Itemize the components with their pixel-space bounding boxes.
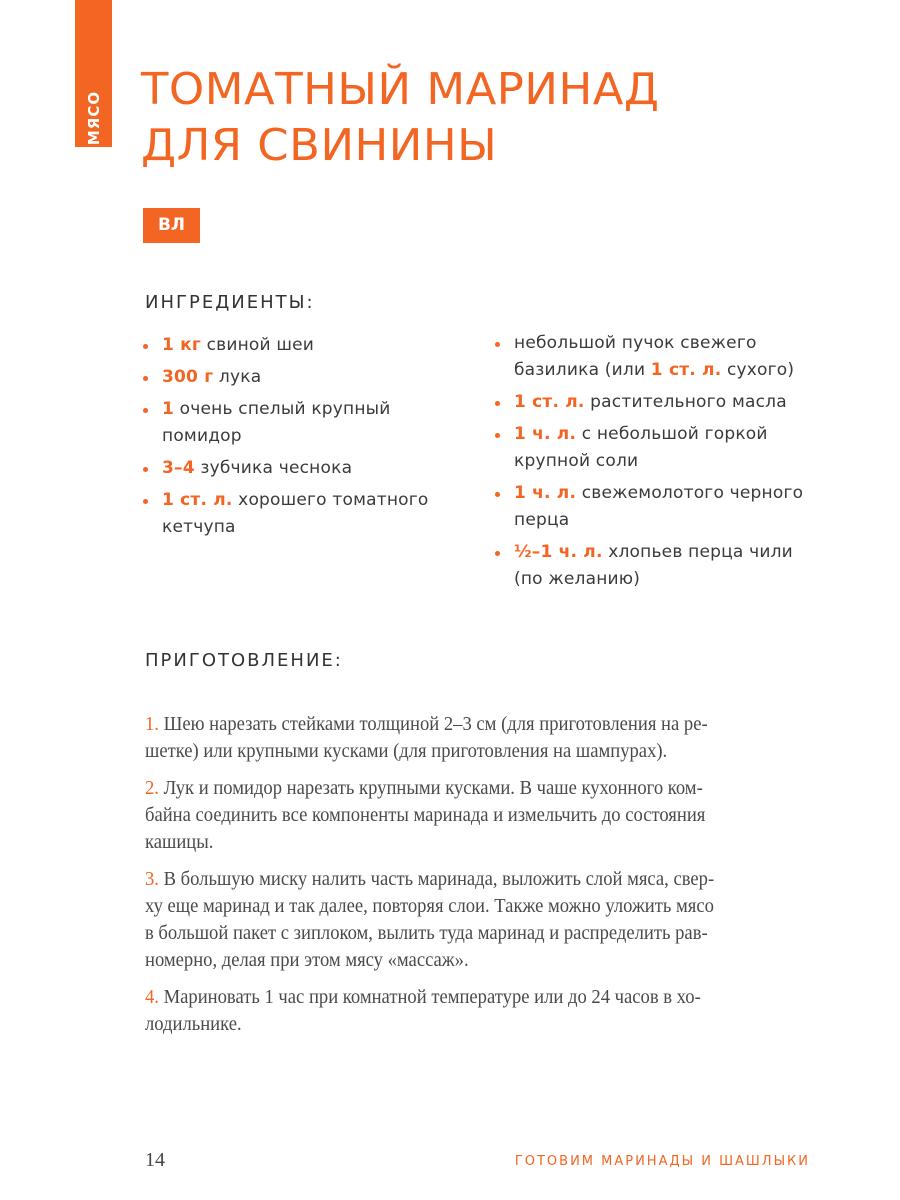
bullet-icon [143,376,148,381]
preparation-step [145,984,815,1038]
bullet-icon [495,492,500,497]
ingredient-quantity: 1 кг [162,335,201,355]
ingredient-line: перца [514,510,570,530]
ingredient-text: лука [213,367,262,387]
ingredient-line [514,539,812,566]
step-text: Лук и помидор нарезать крупными кусками. В чаше кухонного ком- [158,777,703,799]
ingredient-line [514,389,812,416]
bullet-icon [495,433,500,438]
ingredient-text: очень спелый крупный [174,399,391,419]
ingredient-line: небольшой пучок свежего [514,333,757,353]
preparation-heading: ПРИГОТОВЛЕНИЕ: [145,650,343,671]
recipe-title-line: ДЛЯ СВИНИНЫ [141,120,498,171]
ingredient-text: свиной шеи [200,335,315,355]
ingredient-item [140,396,460,450]
page-number: 14 [145,1149,165,1171]
preparation-step [145,711,815,765]
bullet-icon [143,499,148,504]
diet-badge: ВЛ [143,208,200,243]
step-line: ху еще маринад и так далее, повторяя слои. Также можно уложить мясо [145,895,714,917]
ingredient-line [162,396,460,423]
step-line: шетке) или крупными кусками (для приготовления на шампурах). [145,740,668,762]
preparation-step [145,866,815,974]
step-number: 2. [145,777,159,799]
ingredient-line [162,332,460,359]
step-text: В большую миску налить часть маринада, выложить слой мяса, свер- [158,868,715,890]
bullet-icon [495,401,500,406]
ingredient-item [492,330,812,384]
step-line: в большой пакет с зиплоком, вылить туда маринад и распределить рав- [145,922,708,944]
ingredient-text: растительного масла [584,392,787,412]
ingredient-item [492,389,812,416]
step-number: 3. [145,868,159,890]
ingredient-quantity: 3–4 [162,458,195,478]
ingredient-text: хлопьев перца чили [602,542,793,562]
ingredient-line: кетчупа [162,517,236,537]
step-line [145,711,768,738]
preparation-step [145,775,815,856]
step-text: Шею нарезать стейками толщиной 2–3 см (для приготовления на ре- [158,713,708,735]
ingredient-quantity: ½–1 ч. л. [514,542,603,562]
step-line: номерно, делая при этом мясу «массаж». [145,949,469,971]
ingredient-line: помидор [162,426,242,446]
step-number: 4. [145,986,159,1008]
ingredient-quantity: 1 ст. л. [162,490,233,510]
ingredient-item [140,364,460,391]
running-title: ГОТОВИМ МАРИНАДЫ И ШАШЛЫКИ [514,1154,810,1169]
bullet-icon [143,408,148,413]
recipe-title [141,62,660,174]
ingredient-line [514,357,812,384]
recipe-title-line: ТОМАТНЫЙ МАРИНАД [141,64,660,115]
bullet-icon [143,344,148,349]
ingredient-quantity: 1 ч. л. [514,424,577,444]
ingredient-item [140,455,460,482]
ingredients-list-left [140,332,460,546]
ingredient-quantity: 1 ст. л. [650,360,722,380]
ingredient-line [514,421,812,448]
preparation-steps [145,711,815,1048]
step-number: 1. [145,713,159,735]
step-line [145,866,768,893]
step-line [145,984,768,1011]
ingredient-line [514,480,812,507]
ingredient-line [162,487,460,514]
step-text: Мариновать 1 час при комнатной температуре или до 24 часов в хо- [158,986,701,1008]
ingredient-line: крупной соли [514,451,639,471]
ingredient-text: базилика (или [514,360,651,380]
ingredient-text: свежемолотого черного [576,483,804,503]
ingredient-text: сухого) [721,360,795,380]
ingredient-item [140,487,460,541]
bullet-icon [143,467,148,472]
ingredient-item [492,480,812,534]
ingredient-item [492,539,812,593]
bullet-icon [495,342,500,347]
ingredient-text: зубчика чеснока [194,458,353,478]
ingredient-line: (по желанию) [514,569,641,589]
step-line: кашицы. [145,831,214,853]
ingredients-list-right [492,330,812,598]
ingredient-quantity: 1 ч. л. [514,483,577,503]
step-line [145,775,768,802]
bullet-icon [495,551,500,556]
ingredient-item [492,421,812,475]
ingredient-item [140,332,460,359]
ingredients-heading: ИНГРЕДИЕНТЫ: [145,292,315,313]
ingredient-quantity: 1 ст. л. [514,392,585,412]
category-tab-label: МЯСО [84,90,103,146]
ingredient-text: с небольшой горкой [576,424,768,444]
category-tab [75,0,112,147]
step-line: байна соединить все компоненты маринада и измельчить до состояния [145,804,706,826]
step-line: лодильнике. [145,1013,242,1035]
ingredient-quantity: 300 г [162,367,214,387]
ingredient-line [162,364,460,391]
ingredient-text: хорошего томатного [232,490,429,510]
ingredient-line [162,455,460,482]
ingredient-quantity: 1 [162,399,175,419]
